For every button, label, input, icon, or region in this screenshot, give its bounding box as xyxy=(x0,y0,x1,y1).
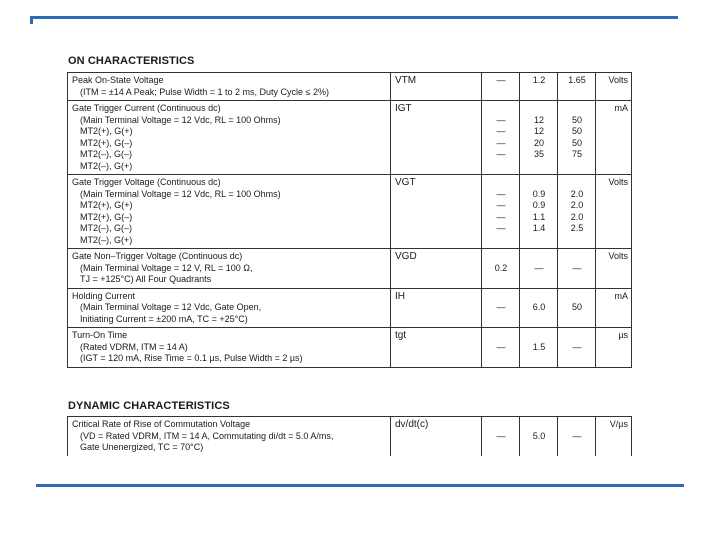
typ-value: 0.9 xyxy=(532,188,546,199)
parameter-name: Gate Trigger Current (Continuous dc) xyxy=(72,103,221,113)
min-value-cell xyxy=(482,101,520,175)
max-value-cell xyxy=(558,101,596,175)
max-value: 50 xyxy=(571,114,582,125)
parameter-condition: (ITM = ±14 A Peak; Pulse Width = 1 to 2 ms, Duty Cycle ≤ 2%) xyxy=(80,86,329,97)
parameter-condition: TJ = +125°C) All Four Quadrants xyxy=(80,274,212,284)
min-value: — xyxy=(496,430,506,441)
spacer-line xyxy=(486,291,516,303)
parameter-condition: MT2(+), G(–) xyxy=(80,137,133,148)
parameter-condition: (IGT = 120 mA, Rise Time = 0.1 µs, Pulse Width = 2 µs) xyxy=(80,353,303,363)
unit-cell: µs xyxy=(596,328,632,368)
typ-value: 1.4 xyxy=(532,223,546,233)
dynamic-characteristics-heading: DYNAMIC CHARACTERISTICS xyxy=(68,400,230,412)
parameter-condition: MT2(+), G(+) xyxy=(80,200,133,210)
max-value-cell xyxy=(558,73,596,101)
parameter-name: Gate Non–Trigger Voltage (Continuous dc) xyxy=(72,251,243,261)
unit-cell: Volts xyxy=(596,175,632,249)
parameter-condition: MT2(–), G(+) xyxy=(80,160,133,171)
max-value-cell xyxy=(558,328,596,368)
parameter-name: Gate Trigger Voltage (Continuous dc) xyxy=(72,177,221,187)
spacer-line xyxy=(524,291,554,303)
table-row xyxy=(68,328,632,368)
parameter-name: Turn-On Time xyxy=(72,330,128,340)
parameter-name: Critical Rate of Rise of Commutation Voltage xyxy=(72,419,251,429)
spacer-line xyxy=(562,419,592,431)
max-value: — xyxy=(572,430,582,441)
top-accent-rule-tick xyxy=(30,16,33,24)
typ-value: — xyxy=(534,262,544,273)
typ-value: 0.9 xyxy=(532,200,546,210)
parameter-cell xyxy=(68,328,391,368)
min-value: — xyxy=(496,211,506,222)
parameter-condition: (Rated VDRM, ITM = 14 A) xyxy=(80,341,188,352)
typ-value: 1.5 xyxy=(532,341,546,352)
min-value: — xyxy=(496,200,506,210)
max-value: 50 xyxy=(571,302,582,312)
min-value-cell xyxy=(482,73,520,101)
max-value: 2.0 xyxy=(570,200,584,210)
table-row xyxy=(68,417,632,456)
typ-value-cell xyxy=(520,175,558,249)
min-value-cell xyxy=(482,288,520,328)
parameter-condition: (Main Terminal Voltage = 12 V, RL = 100 Ω, xyxy=(80,262,253,273)
max-value: 2.0 xyxy=(570,188,584,199)
table-row xyxy=(68,101,632,175)
symbol-cell: tgt xyxy=(391,328,482,368)
typ-value: 5.0 xyxy=(532,430,546,441)
spacer-line xyxy=(562,330,592,342)
parameter-condition: Gate Unenergized, TC = 70°C) xyxy=(80,442,204,452)
table-row xyxy=(68,73,632,101)
symbol-cell: VGT xyxy=(391,175,482,249)
min-value: — xyxy=(496,114,506,125)
max-value: — xyxy=(572,262,582,273)
typ-value-cell xyxy=(520,73,558,101)
parameter-condition: MT2(–), G(–) xyxy=(80,149,133,159)
parameter-condition: MT2(–), G(+) xyxy=(80,234,133,245)
max-value: 2.0 xyxy=(570,211,584,222)
symbol-cell: dv/dt(c) xyxy=(391,417,482,456)
typ-value: 1.2 xyxy=(532,75,546,85)
unit-cell: Volts xyxy=(596,73,632,101)
min-value: — xyxy=(496,149,506,159)
min-value: — xyxy=(496,341,506,352)
parameter-condition: MT2(+), G(–) xyxy=(80,211,133,222)
spacer-line xyxy=(524,103,554,115)
bottom-accent-rule xyxy=(36,484,684,487)
max-value: — xyxy=(572,341,582,352)
spacer-line xyxy=(562,251,592,263)
parameter-cell xyxy=(68,249,391,289)
table-row xyxy=(68,288,632,328)
min-value: — xyxy=(496,126,506,136)
unit-cell: mA xyxy=(596,288,632,328)
min-value-cell xyxy=(482,417,520,456)
parameter-cell xyxy=(68,101,391,175)
typ-value: 20 xyxy=(533,137,544,148)
min-value-cell xyxy=(482,328,520,368)
dynamic-characteristics-table xyxy=(67,416,632,456)
spacer-line xyxy=(562,103,592,115)
spacer-line xyxy=(524,251,554,263)
typ-value-cell xyxy=(520,101,558,175)
max-value-cell xyxy=(558,249,596,289)
typ-value: 12 xyxy=(533,126,544,136)
min-value: — xyxy=(496,223,506,233)
max-value-cell xyxy=(558,417,596,456)
min-value: — xyxy=(496,137,506,148)
symbol-cell: IH xyxy=(391,288,482,328)
parameter-name: Peak On-State Voltage xyxy=(72,75,164,85)
spacer-line xyxy=(562,291,592,303)
typ-value: 12 xyxy=(533,114,544,125)
parameter-condition: (Main Terminal Voltage = 12 Vdc, RL = 100 Ohms) xyxy=(80,188,281,199)
typ-value-cell xyxy=(520,249,558,289)
spacer-line xyxy=(486,419,516,431)
on-characteristics-table xyxy=(67,72,632,368)
parameter-condition: (Main Terminal Voltage = 12 Vdc, RL = 100 Ohms) xyxy=(80,114,281,125)
table-row xyxy=(68,249,632,289)
on-characteristics-heading: ON CHARACTERISTICS xyxy=(68,55,195,67)
unit-cell: mA xyxy=(596,101,632,175)
parameter-name: Holding Current xyxy=(72,290,136,301)
parameter-cell xyxy=(68,417,391,456)
spacer-line xyxy=(486,251,516,263)
typ-value-cell xyxy=(520,417,558,456)
max-value-cell xyxy=(558,288,596,328)
max-value: 50 xyxy=(571,137,582,148)
symbol-cell: VGD xyxy=(391,249,482,289)
parameter-cell xyxy=(68,175,391,249)
spacer-line xyxy=(486,177,516,189)
spacer-line xyxy=(562,177,592,189)
min-value-cell xyxy=(482,175,520,249)
typ-value: 6.0 xyxy=(532,302,546,312)
spacer-line xyxy=(524,330,554,342)
parameter-condition: MT2(+), G(+) xyxy=(80,126,133,136)
table-row xyxy=(68,175,632,249)
typ-value: 1.1 xyxy=(532,211,546,222)
min-value: 0.2 xyxy=(494,262,508,273)
spacer-line xyxy=(524,419,554,431)
spacer-line xyxy=(486,330,516,342)
parameter-condition: (Main Terminal Voltage = 12 Vdc, Gate Open, xyxy=(80,302,262,312)
parameter-condition: MT2(–), G(–) xyxy=(80,223,133,233)
max-value: 1.65 xyxy=(568,75,586,85)
spacer-line xyxy=(486,103,516,115)
min-value: — xyxy=(496,75,506,85)
unit-cell: Volts xyxy=(596,249,632,289)
parameter-cell xyxy=(68,288,391,328)
spacer-line xyxy=(524,177,554,189)
symbol-cell: VTM xyxy=(391,73,482,101)
typ-value-cell xyxy=(520,288,558,328)
symbol-cell: IGT xyxy=(391,101,482,175)
max-value: 50 xyxy=(571,126,582,136)
top-accent-rule xyxy=(30,16,678,19)
parameter-cell xyxy=(68,73,391,101)
max-value: 75 xyxy=(571,149,582,159)
parameter-condition: Initiating Current = ±200 mA, TC = +25°C) xyxy=(80,313,248,324)
min-value-cell xyxy=(482,249,520,289)
parameter-condition: (VD = Rated VDRM, ITM = 14 A, Commutating di/dt = 5.0 A/ms, xyxy=(80,430,334,441)
unit-cell: V/µs xyxy=(596,417,632,456)
max-value: 2.5 xyxy=(570,223,584,233)
min-value: — xyxy=(496,188,506,199)
typ-value: 35 xyxy=(533,149,544,159)
typ-value-cell xyxy=(520,328,558,368)
max-value-cell xyxy=(558,175,596,249)
min-value: — xyxy=(496,302,506,312)
